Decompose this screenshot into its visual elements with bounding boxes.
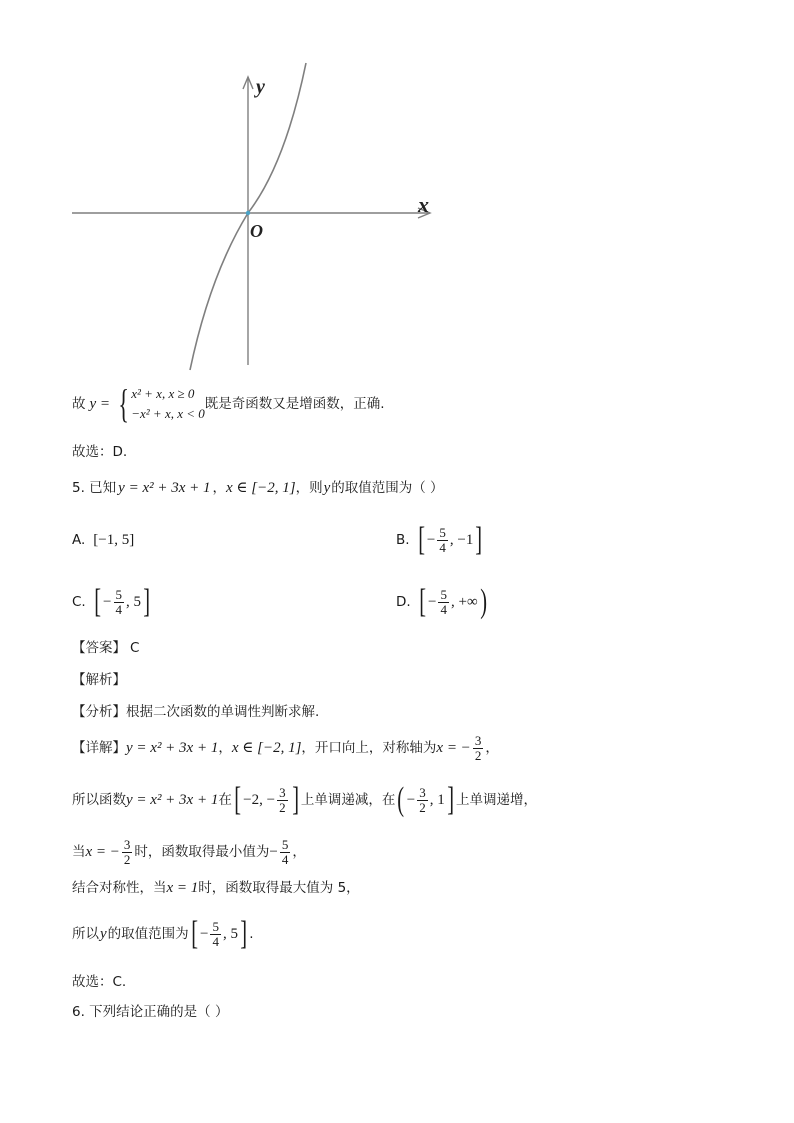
option-d[interactable] — [396, 582, 489, 622]
option-d-right-paren: ) — [479, 583, 487, 620]
conclusion-y: y = — [89, 396, 111, 412]
q5-stem-func: y = x² + 3x + 1 — [118, 480, 211, 496]
detail-5-end: . — [249, 926, 254, 942]
function-graph — [60, 55, 450, 375]
option-c-fraction: $\frac{5}{4}$ — [115, 586, 123, 617]
detail-5-right: ] — [240, 915, 248, 952]
option-a-label: A. — [72, 532, 86, 548]
option-b-left-bracket: [ — [417, 521, 425, 558]
option-d-minus: − — [428, 594, 437, 610]
choose-line: 故选：C. — [72, 974, 127, 990]
piecewise-brace: { — [118, 381, 129, 426]
detail-line-3 — [72, 832, 306, 872]
detail-2-int2-right: ] — [446, 781, 454, 818]
detail-2-int1-right: ] — [291, 781, 299, 818]
detail-5-rest: , 5 — [222, 926, 238, 942]
option-d-fraction: $\frac{5}{4}$ — [440, 586, 447, 617]
detail-5-minus: − — [200, 926, 209, 942]
option-b-minus: − — [426, 532, 436, 548]
detail-2-int2-frac: $\frac{3}{2}$ — [419, 784, 426, 815]
detail-3-minus: − — [269, 844, 278, 860]
option-b-rest: , −1 — [449, 532, 474, 548]
detail-2-int2-b: , 1 — [429, 792, 445, 808]
detail-5-b: 的取值范围为 — [107, 926, 189, 942]
option-c-minus: − — [103, 594, 112, 610]
choose-prev: 故选：D. — [72, 444, 128, 460]
detail-2-a: 所以函数 — [72, 792, 126, 808]
q6-stem: 6. 下列结论正确的是（ ） — [72, 1004, 229, 1020]
option-d-rest: , +∞ — [450, 594, 478, 610]
origin-label: O — [250, 221, 263, 241]
option-b[interactable] — [396, 520, 485, 560]
detail-4-a: 结合对称性，当 — [72, 880, 167, 896]
detail-3-end: ， — [292, 844, 306, 860]
xiangjie-label: 【详解】 — [72, 740, 126, 756]
piecewise-case-2: −x² + x, x < 0 — [131, 406, 205, 421]
detail-1-axis: x = − — [436, 740, 471, 756]
fenxi-line — [72, 702, 319, 722]
detail-1-end: ， — [485, 740, 499, 756]
detail-2-int2-minus: − — [406, 792, 416, 808]
option-d-left-bracket: [ — [418, 583, 426, 620]
q5-stem-d: 的取值范围为（ ） — [331, 480, 444, 496]
option-b-fraction: $\frac{5}{4}$ — [439, 524, 446, 555]
origin-point — [246, 211, 250, 215]
detail-1-sep: ， — [218, 740, 232, 756]
detail-3-x: x = − — [85, 844, 120, 860]
option-a-text: [−1, 5] — [93, 532, 135, 548]
option-c[interactable] — [72, 582, 152, 622]
detail-3-frac-a: $\frac{3}{2}$ — [123, 836, 131, 867]
detail-2-in: 在 — [218, 792, 232, 808]
detail-line-5 — [72, 914, 254, 954]
analysis-label: 【解析】 — [72, 672, 126, 688]
detail-3-a: 当 — [72, 844, 86, 860]
detail-line-2 — [72, 778, 537, 822]
q5-stem — [72, 476, 444, 500]
detail-5-a: 所以 — [72, 926, 99, 942]
option-d-label: D. — [396, 594, 411, 610]
detail-1-func: y = x² + 3x + 1 — [126, 740, 219, 756]
q5-stem-domain: x ∈ [−2, 1] — [226, 480, 296, 496]
fenxi-label: 【分析】 — [72, 704, 126, 720]
answer-label: 【答案】 — [72, 640, 126, 656]
piecewise-cases — [131, 384, 205, 424]
detail-3-frac-b: $\frac{5}{4}$ — [281, 836, 289, 867]
detail-2-int2-left: ( — [397, 781, 405, 818]
piecewise-case-1: x² + x, x ≥ 0 — [131, 386, 195, 401]
detail-line-4 — [72, 878, 360, 898]
q5-stem-c: ，则 — [295, 480, 323, 496]
q5-stem-b: ， — [212, 480, 227, 496]
detail-5-y: y — [100, 926, 107, 942]
option-b-label: B. — [396, 532, 410, 548]
y-axis-label: y — [256, 76, 265, 98]
detail-1-domain: x ∈ [−2, 1] — [231, 740, 302, 756]
detail-5-left: [ — [190, 915, 198, 952]
detail-4-c: 时，函数取得最大值为 5， — [198, 880, 360, 896]
option-c-right-bracket: ] — [143, 583, 151, 620]
option-a[interactable] — [72, 528, 134, 552]
detail-3-c: 时，函数取得最小值为 — [134, 844, 270, 860]
detail-2-int1-a: −2, − — [243, 792, 276, 808]
answer-value: C — [130, 640, 140, 656]
answer-line — [72, 638, 139, 658]
detail-1-fraction: $\frac{3}{2}$ — [474, 732, 482, 763]
q5-stem-a: 5. 已知 — [72, 480, 117, 496]
option-c-label: C. — [72, 594, 86, 610]
option-c-left-bracket: [ — [93, 583, 101, 620]
detail-line-1 — [72, 728, 499, 768]
option-b-right-bracket: ] — [475, 521, 483, 558]
option-c-rest: , 5 — [126, 594, 142, 610]
detail-1-text: ，开口向上，对称轴为 — [301, 740, 437, 756]
conclusion-suffix: 既是奇函数又是增函数，正确. — [204, 396, 385, 412]
q5-stem-y: y — [323, 480, 331, 496]
detail-2-dec: 上单调递减，在 — [300, 792, 396, 808]
detail-2-int1-frac: $\frac{3}{2}$ — [279, 784, 286, 815]
detail-5-frac: $\frac{5}{4}$ — [212, 918, 219, 949]
conclusion-prefix: 故 — [72, 396, 86, 412]
detail-2-func: y = x² + 3x + 1 — [126, 792, 219, 808]
fenxi-text: 根据二次函数的单调性判断求解. — [126, 704, 320, 720]
detail-4-x: x = 1 — [166, 880, 199, 896]
detail-2-inc: 上单调递增， — [456, 792, 538, 808]
x-axis-label: x — [418, 192, 429, 217]
conclusion-line — [72, 382, 385, 426]
detail-2-int1-left: [ — [234, 781, 241, 818]
